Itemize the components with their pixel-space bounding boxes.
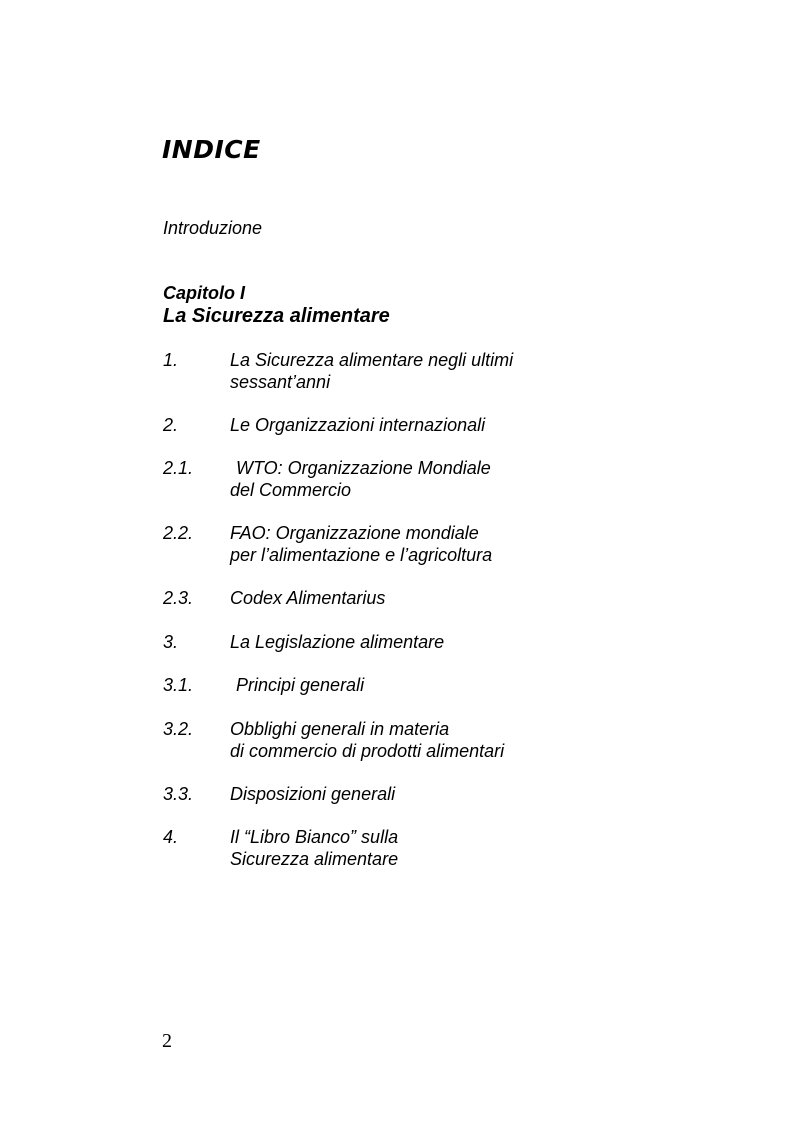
toc-entry-text <box>230 349 710 393</box>
toc-entry-text <box>230 631 710 653</box>
toc-entry-number: 2.1. <box>163 458 194 478</box>
toc-entry-line: FAO: Organizzazione mondiale <box>230 523 479 543</box>
toc-entry-number: 3. <box>163 632 179 652</box>
toc-entry-text <box>230 522 710 566</box>
toc-entry-number: 4. <box>163 827 179 847</box>
toc-entry-line: Sicurezza alimentare <box>230 849 399 869</box>
toc-entry-line: Il “Libro Bianco” sulla <box>230 827 399 847</box>
toc-entry-line: di commercio di prodotti alimentari <box>230 741 505 761</box>
toc-entry-line: Disposizioni generali <box>230 784 396 804</box>
toc-entry-text <box>230 783 710 805</box>
toc-entry-line: Le Organizzazioni internazionali <box>230 415 486 435</box>
toc-entry-text <box>230 718 710 762</box>
toc-entry-line: sessant’anni <box>230 372 331 392</box>
toc-entry-text <box>230 674 710 696</box>
chapter-heading <box>163 282 390 328</box>
toc-entry-line: WTO: Organizzazione Mondiale <box>236 458 491 478</box>
chapter-label: Capitolo I <box>163 283 245 303</box>
toc-entry-number: 1. <box>163 350 179 370</box>
toc-entry-number: 2. <box>163 415 179 435</box>
introduction-entry: Introduzione <box>163 218 263 238</box>
toc-entry-line: Obblighi generali in materia <box>230 719 450 739</box>
toc-entry-number: 3.2. <box>163 719 194 739</box>
toc-entry-line: La Legislazione alimentare <box>230 632 445 652</box>
toc-entry-text <box>230 457 710 501</box>
chapter-name: La Sicurezza alimentare <box>163 305 390 327</box>
toc-entry-number: 2.3. <box>163 588 194 608</box>
toc-entry-line: Codex Alimentarius <box>230 588 386 608</box>
page-number: 2 <box>162 1030 172 1052</box>
toc-entry-text <box>230 826 710 870</box>
toc-entry-line: per l’alimentazione e l’agricoltura <box>230 545 493 565</box>
toc-entry-number: 2.2. <box>163 523 194 543</box>
toc-entry-number: 3.3. <box>163 784 194 804</box>
toc-entry-text <box>230 587 710 609</box>
page-title: INDICE <box>162 135 261 164</box>
toc-entry-number: 3.1. <box>163 675 194 695</box>
toc-entry-line: Principi generali <box>236 675 365 695</box>
toc-entry-line: La Sicurezza alimentare negli ultimi <box>230 350 514 370</box>
toc-entry-text <box>230 414 710 436</box>
toc-entry-line: del Commercio <box>230 480 352 500</box>
